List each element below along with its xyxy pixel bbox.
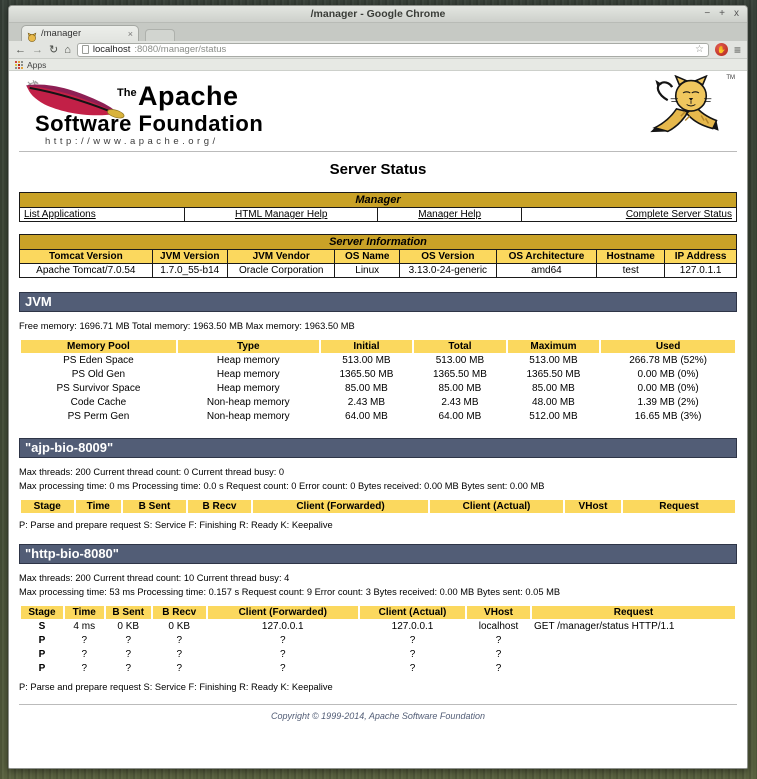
table-cell: ?: [409, 635, 416, 647]
table-cell: 2.43 MB: [441, 397, 479, 409]
table-cell: Non-heap memory: [206, 397, 290, 409]
manager-links-row: [20, 208, 737, 222]
table-cell: 85.00 MB: [345, 383, 388, 395]
table-row: [21, 410, 735, 423]
table-cell: Heap memory: [216, 383, 280, 395]
table-cell: PS Old Gen: [71, 369, 126, 381]
table-cell: Non-heap memory: [206, 411, 290, 423]
table-cell: P: [38, 663, 46, 675]
logo-the: The: [117, 87, 137, 99]
link-html-manager-help[interactable]: HTML Manager Help: [234, 209, 328, 220]
table-row: [21, 648, 735, 661]
table-cell: 1.39 MB (2%): [637, 397, 699, 409]
http-header-row: [21, 606, 735, 619]
table-cell: ?: [125, 649, 132, 661]
table-cell: 1365.50 MB: [526, 369, 581, 381]
table-header-cell: JVM Vendor: [227, 250, 335, 264]
table-cell: GET /manager/status HTTP/1.1: [534, 621, 675, 633]
manager-section-title: Manager: [20, 193, 737, 208]
table-header-cell: Memory Pool: [21, 340, 176, 353]
table-cell: P: [38, 635, 46, 647]
table-row: [21, 368, 735, 381]
table-cell: P: [38, 649, 46, 661]
table-header-cell: B Recv: [153, 606, 206, 619]
bookmark-star-icon[interactable]: ☆: [695, 44, 704, 55]
table-header-cell: IP Address: [665, 250, 737, 264]
table-header-cell: VHost: [467, 606, 530, 619]
table-cell: 2.43 MB: [347, 397, 386, 409]
trademark-label: TM: [726, 75, 735, 81]
link-manager-help[interactable]: Manager Help: [418, 209, 482, 220]
table-header-cell: B Sent: [106, 606, 152, 619]
jvm-section-header: JVM: [19, 292, 737, 312]
table-cell: ?: [125, 663, 132, 675]
table-header-cell: Hostname: [597, 250, 665, 264]
logo-url: http://www.apache.org/: [45, 136, 219, 147]
ajp-requests-table: [19, 499, 737, 514]
table-cell: test: [597, 264, 665, 278]
table-header-cell: Request: [623, 500, 735, 513]
table-cell: 513.00 MB: [529, 355, 578, 367]
table-cell: 0.00 MB (0%): [637, 369, 699, 381]
table-cell: 64.00 MB: [345, 411, 388, 423]
manager-nav-table: [19, 192, 737, 222]
table-cell: ?: [409, 663, 416, 675]
maximize-icon[interactable]: +: [719, 8, 725, 19]
footer-divider: [19, 704, 737, 705]
http-requests-body: [21, 620, 735, 675]
table-cell: 513.00 MB: [342, 355, 391, 367]
http-stats-line2: Max processing time: 53 ms Processing time: 0.157 s Request count: 9 Error count: 3 Bytes received: 0.00 MB Bytes sent: 0.05 MB: [19, 586, 561, 597]
server-info-title: Server Information: [20, 235, 737, 250]
table-cell: Oracle Corporation: [227, 264, 335, 278]
logo-apache: Apache: [138, 81, 239, 111]
link-list-applications[interactable]: List Applications: [24, 209, 96, 220]
table-cell: ?: [409, 649, 416, 661]
table-header-cell: Time: [76, 500, 122, 513]
close-icon[interactable]: x: [734, 8, 739, 19]
table-cell: ?: [495, 663, 502, 675]
table-cell: S: [38, 621, 46, 633]
table-header-cell: JVM Version: [152, 250, 227, 264]
table-header-cell: Stage: [21, 606, 63, 619]
table-header-cell: Type: [178, 340, 319, 353]
table-cell: 85.00 MB: [532, 383, 575, 395]
table-cell: ?: [495, 635, 502, 647]
masthead: [19, 75, 737, 149]
table-cell: 1.7.0_55-b14: [152, 264, 227, 278]
table-cell: [532, 634, 735, 647]
table-row: [20, 264, 737, 278]
table-cell: [532, 648, 735, 661]
logo-software-foundation: Software Foundation: [35, 111, 264, 136]
table-cell: PS Survivor Space: [56, 383, 141, 395]
table-cell: PS Eden Space: [63, 355, 134, 367]
memory-pool-header-row: [21, 340, 735, 353]
masthead-divider: [19, 151, 737, 152]
ajp-connector-header: "ajp-bio-8009": [19, 438, 737, 458]
table-row: [21, 634, 735, 647]
minimize-icon[interactable]: −: [704, 8, 711, 19]
copyright-notice: Copyright © 1999-2014, Apache Software Foundation: [271, 711, 485, 722]
table-header-cell: Used: [601, 340, 735, 353]
browser-toolbar: [9, 41, 747, 59]
http-stage-legend: P: Parse and prepare request S: Service F: Finishing R: Ready K: Keepalive: [19, 682, 333, 693]
table-row: [21, 396, 735, 409]
ajp-thread-stats: [19, 466, 737, 493]
table-cell: ?: [125, 635, 132, 647]
http-requests-table: [19, 605, 737, 676]
table-cell: 3.13.0-24-generic: [399, 264, 496, 278]
table-cell: PS Perm Gen: [67, 411, 130, 423]
table-cell: 0.00 MB (0%): [637, 383, 699, 395]
page-doc-icon: [82, 45, 89, 54]
table-cell: 513.00 MB: [435, 355, 485, 367]
table-cell: 127.0.1.1: [665, 264, 737, 278]
page-title: Server Status: [329, 161, 427, 178]
table-cell: amd64: [496, 264, 596, 278]
apps-grid-icon: [15, 61, 23, 69]
table-cell: ?: [279, 635, 286, 647]
table-cell: Heap memory: [216, 369, 280, 381]
table-cell: ?: [176, 649, 183, 661]
ajp-stats-line1: Max threads: 200 Current thread count: 0 Current thread busy: 0: [19, 467, 285, 478]
table-header-cell: Request: [532, 606, 735, 619]
table-cell: 4 ms: [73, 621, 96, 633]
table-header-cell: Client (Actual): [430, 500, 563, 513]
address-bar[interactable]: [77, 43, 709, 57]
http-connector-header: "http-bio-8080": [19, 544, 737, 564]
table-cell: 1365.50 MB: [432, 369, 487, 381]
table-header-cell: OS Architecture: [496, 250, 596, 264]
table-cell: ?: [81, 635, 88, 647]
table-cell: Apache Tomcat/7.0.54: [20, 264, 153, 278]
url-host: localhost: [92, 44, 131, 55]
table-header-cell: Client (Forwarded): [253, 500, 428, 513]
adblock-extension-icon[interactable]: ✋: [715, 43, 728, 56]
table-cell: 0 KB: [117, 621, 140, 633]
table-cell: 0 KB: [168, 621, 191, 633]
table-cell: localhost: [478, 621, 519, 633]
table-cell: 48.00 MB: [532, 397, 575, 409]
new-tab-button[interactable]: [145, 29, 175, 41]
table-header-cell: VHost: [565, 500, 621, 513]
table-cell: [532, 662, 735, 675]
tab-close-icon[interactable]: ×: [127, 28, 133, 39]
url-path: :8080/manager/status: [134, 44, 227, 55]
table-header-cell: B Recv: [188, 500, 251, 513]
server-info-header-row: [20, 250, 737, 264]
back-icon[interactable]: ←: [15, 43, 26, 56]
table-header-cell: B Sent: [123, 500, 186, 513]
table-cell: 64.00 MB: [438, 411, 482, 423]
tomcat-logo-icon: [643, 75, 723, 142]
server-info-body: [20, 264, 737, 278]
table-cell: ?: [81, 663, 88, 675]
ajp-stage-legend: P: Parse and prepare request S: Service F: Finishing R: Ready K: Keepalive: [19, 520, 333, 531]
table-cell: 16.65 MB (3%): [634, 411, 702, 423]
table-cell: 127.0.0.1: [391, 621, 434, 633]
table-header-cell: Stage: [21, 500, 74, 513]
table-cell: 127.0.0.1: [261, 621, 304, 633]
table-cell: ?: [176, 663, 183, 675]
apps-shortcut[interactable]: Apps: [27, 59, 47, 70]
table-row: [21, 662, 735, 675]
table-cell: ?: [81, 649, 88, 661]
window-title: /manager - Google Chrome: [310, 8, 446, 20]
bookmarks-bar: [9, 59, 747, 71]
table-header-cell: Maximum: [508, 340, 600, 353]
browser-window: [8, 5, 748, 769]
http-thread-stats: [19, 572, 737, 599]
memory-pool-body: [21, 354, 735, 423]
link-complete-server-status[interactable]: Complete Server Status: [625, 209, 732, 220]
table-row: [21, 354, 735, 367]
home-icon[interactable]: ⌂: [64, 43, 71, 56]
table-row: [21, 620, 735, 633]
tab-manager[interactable]: [21, 25, 139, 41]
table-header-cell: Client (Actual): [360, 606, 465, 619]
table-cell: Linux: [335, 264, 400, 278]
reload-icon[interactable]: ↻: [49, 43, 59, 56]
table-header-cell: Tomcat Version: [20, 250, 153, 264]
server-info-table: [19, 234, 737, 278]
table-cell: ?: [495, 649, 502, 661]
memory-pool-table: [19, 339, 737, 424]
table-cell: ?: [176, 635, 183, 647]
table-header-cell: OS Name: [335, 250, 400, 264]
window-titlebar[interactable]: [9, 6, 747, 23]
ajp-stats-line2: Max processing time: 0 ms Processing time: 0.0 s Request count: 0 Error count: 0 Bytes received: 0.00 MB Bytes sent: 0.00 MB: [19, 480, 545, 491]
page-content: [9, 71, 747, 768]
table-cell: 266.78 MB (52%): [629, 355, 708, 367]
table-cell: 85.00 MB: [438, 383, 482, 395]
table-cell: Code Cache: [70, 397, 127, 409]
chrome-menu-icon[interactable]: ≡: [733, 42, 741, 57]
table-header-cell: Total: [414, 340, 506, 353]
table-cell: Heap memory: [216, 355, 280, 367]
forward-icon[interactable]: →: [32, 43, 43, 56]
tab-strip: [9, 23, 747, 41]
table-header-cell: Client (Forwarded): [208, 606, 359, 619]
table-cell: ?: [279, 649, 286, 661]
table-row: [21, 382, 735, 395]
table-cell: 1365.50 MB: [339, 369, 394, 381]
table-header-cell: Time: [65, 606, 104, 619]
table-header-cell: Initial: [321, 340, 413, 353]
table-header-cell: OS Version: [399, 250, 496, 264]
tomcat-favicon-icon: [27, 29, 37, 39]
table-cell: 512.00 MB: [529, 411, 578, 423]
http-stats-line1: Max threads: 200 Current thread count: 10 Current thread busy: 4: [19, 573, 290, 584]
jvm-memory-summary: Free memory: 1696.71 MB Total memory: 1963.50 MB Max memory: 1963.50 MB: [19, 321, 355, 331]
tab-title: /manager: [41, 28, 82, 39]
table-cell: ?: [279, 663, 286, 675]
ajp-header-row: [21, 500, 735, 513]
